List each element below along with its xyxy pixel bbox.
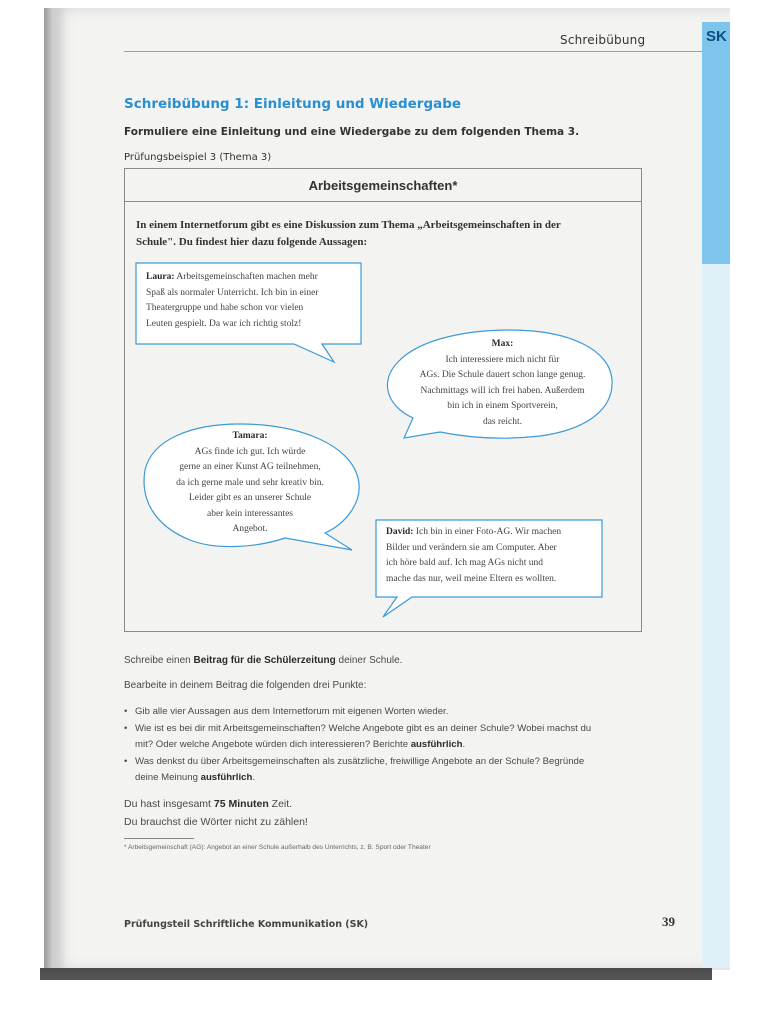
topic-box-title: Arbeitsgemeinschaften* xyxy=(125,169,641,202)
list-item: • Wie ist es bei dir mit Arbeitsgemeinschaften? Welche Angebote gibt es an deiner Schule? Wobei machst du mit? Oder welche Angebote würden dich interessieren? Berichte ausführlich. xyxy=(124,722,592,751)
intro-line: In einem Internetforum gibt es eine Diskussion zum Thema „Arbeitsgemeinschaften in der xyxy=(136,219,561,231)
tamara-name: Tamara: xyxy=(232,431,268,441)
footnote-rule xyxy=(124,838,194,839)
page-number: 39 xyxy=(662,914,675,929)
running-header: Schreibübung xyxy=(560,33,646,47)
footnote: * Arbeitsgemeinschaft (AG): Angebot an einer Schule außerhalb des Unterrichts, z. B. Sport oder Theater xyxy=(124,844,431,851)
laura-text: Laura: Arbeitsgemeinschaften machen mehr Spaß als normaler Unterricht. Ich bin in einer Theatergruppe und habe schon vor vielen Leuten gespielt. Da war ich richtig stolz! xyxy=(146,272,319,329)
laura-name: Laura: xyxy=(146,272,175,282)
exam-example-label: Prüfungsbeispiel 3 (Thema 3) xyxy=(124,152,272,163)
intro-line: Schule". Du findest hier dazu folgende Aussagen: xyxy=(136,236,368,248)
list-item: • Was denkst du über Arbeitsgemeinschaften als zusätzliche, freiwillige Angebote an der Schule? Begründe deine Meinung ausführlich. xyxy=(124,755,585,784)
task-write: Schreibe einen Beitrag für die Schülerzeitung deiner Schule. xyxy=(124,655,403,666)
task-words-note: Du brauchst die Wörter nicht zu zählen! xyxy=(124,816,308,828)
list-item: • Gib alle vier Aussagen aus dem Internetforum mit eigenen Worten wieder. xyxy=(124,706,449,717)
section-tab-label: SK xyxy=(706,28,727,45)
exercise-title: Schreibübung 1: Einleitung und Wiedergabe xyxy=(124,96,462,112)
task-time: Du hast insgesamt 75 Minuten Zeit. xyxy=(124,798,293,810)
david-text: David: Ich bin in einer Foto-AG. Wir machen Bilder und verändern sie am Computer. Aber ich höre bald auf. Ich mag AGs nicht und mache das nur, weil meine Eltern es wollten. xyxy=(386,527,562,584)
max-text: Max: Ich interessiere mich nicht für AGs. Die Schule dauert schon lange genug. Nachmittags will ich frei haben. Außerdem bin ich in einem Sportverein, das reicht. xyxy=(419,339,586,427)
david-name: David: xyxy=(386,527,414,537)
max-name: Max: xyxy=(491,339,514,349)
footer-section: Prüfungsteil Schriftliche Kommunikation (SK) xyxy=(124,919,369,930)
tamara-text: Tamara: AGs finde ich gut. Ich würde gerne an einer Kunst AG teilnehmen, da ich gerne male und sehr kreativ bin. Leider gibt es an unserer Schule aber kein interessantes Angebot. xyxy=(176,431,324,534)
task-points-intro: Bearbeite in deinem Beitrag die folgenden drei Punkte: xyxy=(124,680,367,691)
exercise-instruction: Formuliere eine Einleitung und eine Wiedergabe zu dem folgenden Thema 3. xyxy=(124,126,580,138)
task-points-list xyxy=(124,704,654,787)
